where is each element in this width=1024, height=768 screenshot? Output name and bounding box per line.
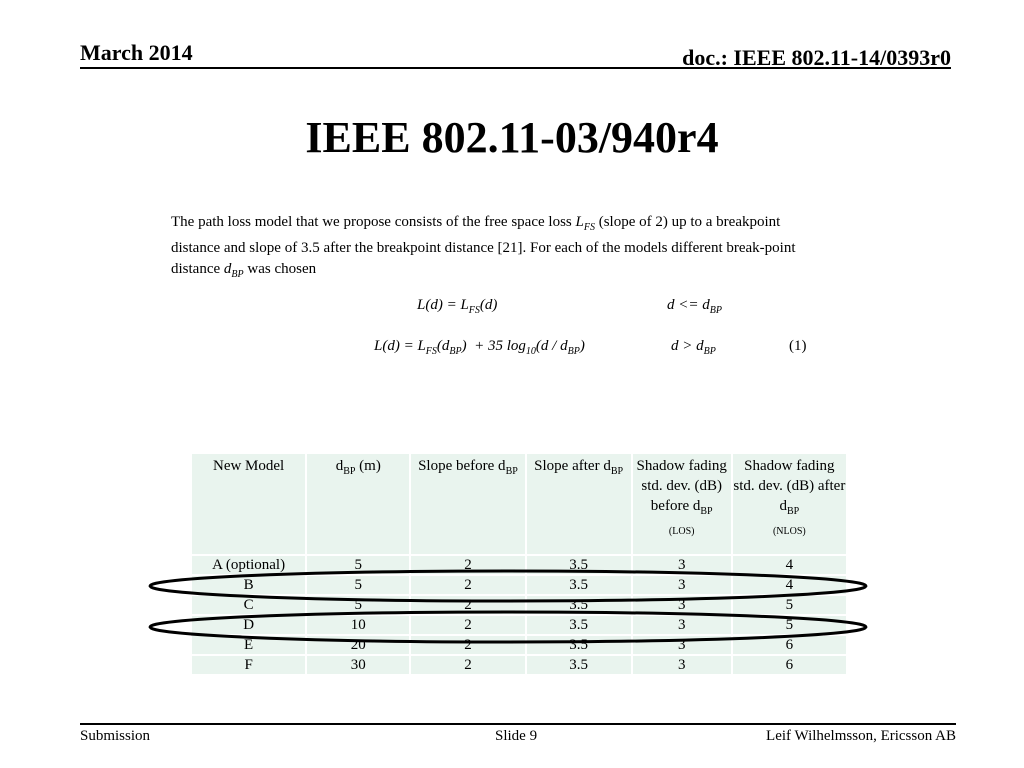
eq1-cond: d <= d [667,297,710,313]
eq2-e: ) [579,338,585,354]
header-model-label: New Model [212,458,285,474]
header-sf-after-sub: BP [787,506,800,517]
footer-author: Leif Wilhelmsson, Ericsson AB [766,728,956,744]
table-cell: 5 [307,596,409,614]
paragraph-text-3: was chosen [243,261,317,277]
slide-title: IEEE 802.11-03/940r4 [305,113,719,162]
table-cell: 6 [733,656,846,674]
table-cell: B [192,576,305,594]
eq1-cond-sub: BP [709,305,722,316]
table-cell: 2 [411,596,524,614]
header-sf-after-note: (NLOS) [772,526,806,537]
table-cell: 2 [411,556,524,574]
eq2-sub1: FS [425,346,437,357]
eq2-cond-sub: BP [703,346,716,357]
table-cell: 3.5 [527,576,631,594]
header-slope-before-label: Slope before d [418,458,506,474]
table-cell: 3 [633,556,731,574]
highlight-ellipse-row-d [150,612,866,642]
table-cell: 5 [733,616,846,634]
header-sf-before-label: Shadow fading std. dev. (dB) before d [636,458,727,514]
eq2-a: L(d) = L [374,338,426,354]
header-dbp-sub: BP [343,466,356,477]
table-cell: 20 [307,636,409,654]
table-cell: 3.5 [527,656,631,674]
table-cell: C [192,596,305,614]
eq2-cond: d > d [671,338,704,354]
header-sf-before-note: (LOS) [668,526,695,537]
header-slope-after-label: Slope after d [534,458,611,474]
lfs-subscript: FS [583,222,595,233]
table-cell: 10 [307,616,409,634]
footer-divider [80,723,956,725]
highlight-ellipse-row-b [150,571,866,601]
table-cell: 3.5 [527,556,631,574]
table-cell: 3 [633,636,731,654]
table-cell: 5 [733,596,846,614]
table-cell: 3 [633,656,731,674]
header-sf-after-label: Shadow fading std. dev. (dB) after d [733,458,846,514]
table-cell: 3 [633,596,731,614]
table-cell: 2 [411,656,524,674]
table-cell: 4 [733,576,846,594]
footer-submission: Submission [80,728,151,744]
equation-number: (1) [789,338,807,354]
table-cell: D [192,616,305,634]
eq2-sub3: 10 [525,346,536,357]
header-dbp-unit: (m) [355,458,381,474]
table-cell: 3 [633,576,731,594]
table-cell: 6 [733,636,846,654]
table-cell: 5 [307,556,409,574]
table-cell: E [192,636,305,654]
eq1-rest: (d) [479,297,498,313]
table-cell: 3.5 [527,596,631,614]
header-date: March 2014 [80,40,193,65]
table-cell: 2 [411,576,524,594]
eq2-sub2: BP [449,346,462,357]
table-cell: 30 [307,656,409,674]
table-cell: 4 [733,556,846,574]
paragraph-text-1: The path loss model that we propose consists of the free space loss [171,214,576,230]
table-cell: 3.5 [527,636,631,654]
eq2-c: ) + 35 log [461,338,526,354]
lfs-symbol: L [575,214,584,230]
header-slope-before-sub: BP [505,466,518,477]
table-cell: F [192,656,305,674]
footer-slide-number: Slide 9 [495,728,538,744]
header-doc-id: doc.: IEEE 802.11-14/0393r0 [682,45,951,70]
table-cell: 3.5 [527,616,631,634]
eq1-sub: FS [468,305,480,316]
table-cell: A (optional) [192,556,305,574]
eq1-left: L(d) = L [417,297,469,313]
table-cell: 5 [307,576,409,594]
eq2-b: (d [436,338,450,354]
table-cell: 2 [411,636,524,654]
header-dbp-main: d [335,458,344,474]
paragraph-text-2: (slope of 2) up to a breakpoint distance and slope of 3.5 after the breakpoint distance [21]. For each of the models different break-point distance [171,214,796,277]
header-sf-before-sub: BP [700,506,713,517]
table-cell: 2 [411,616,524,634]
table-cell: 3 [633,616,731,634]
dbp-subscript: BP [231,269,244,280]
eq2-d: (d / d [535,338,568,354]
eq2-sub4: BP [567,346,580,357]
header-slope-after-sub: BP [610,466,624,477]
dbp-symbol: d [223,261,232,277]
